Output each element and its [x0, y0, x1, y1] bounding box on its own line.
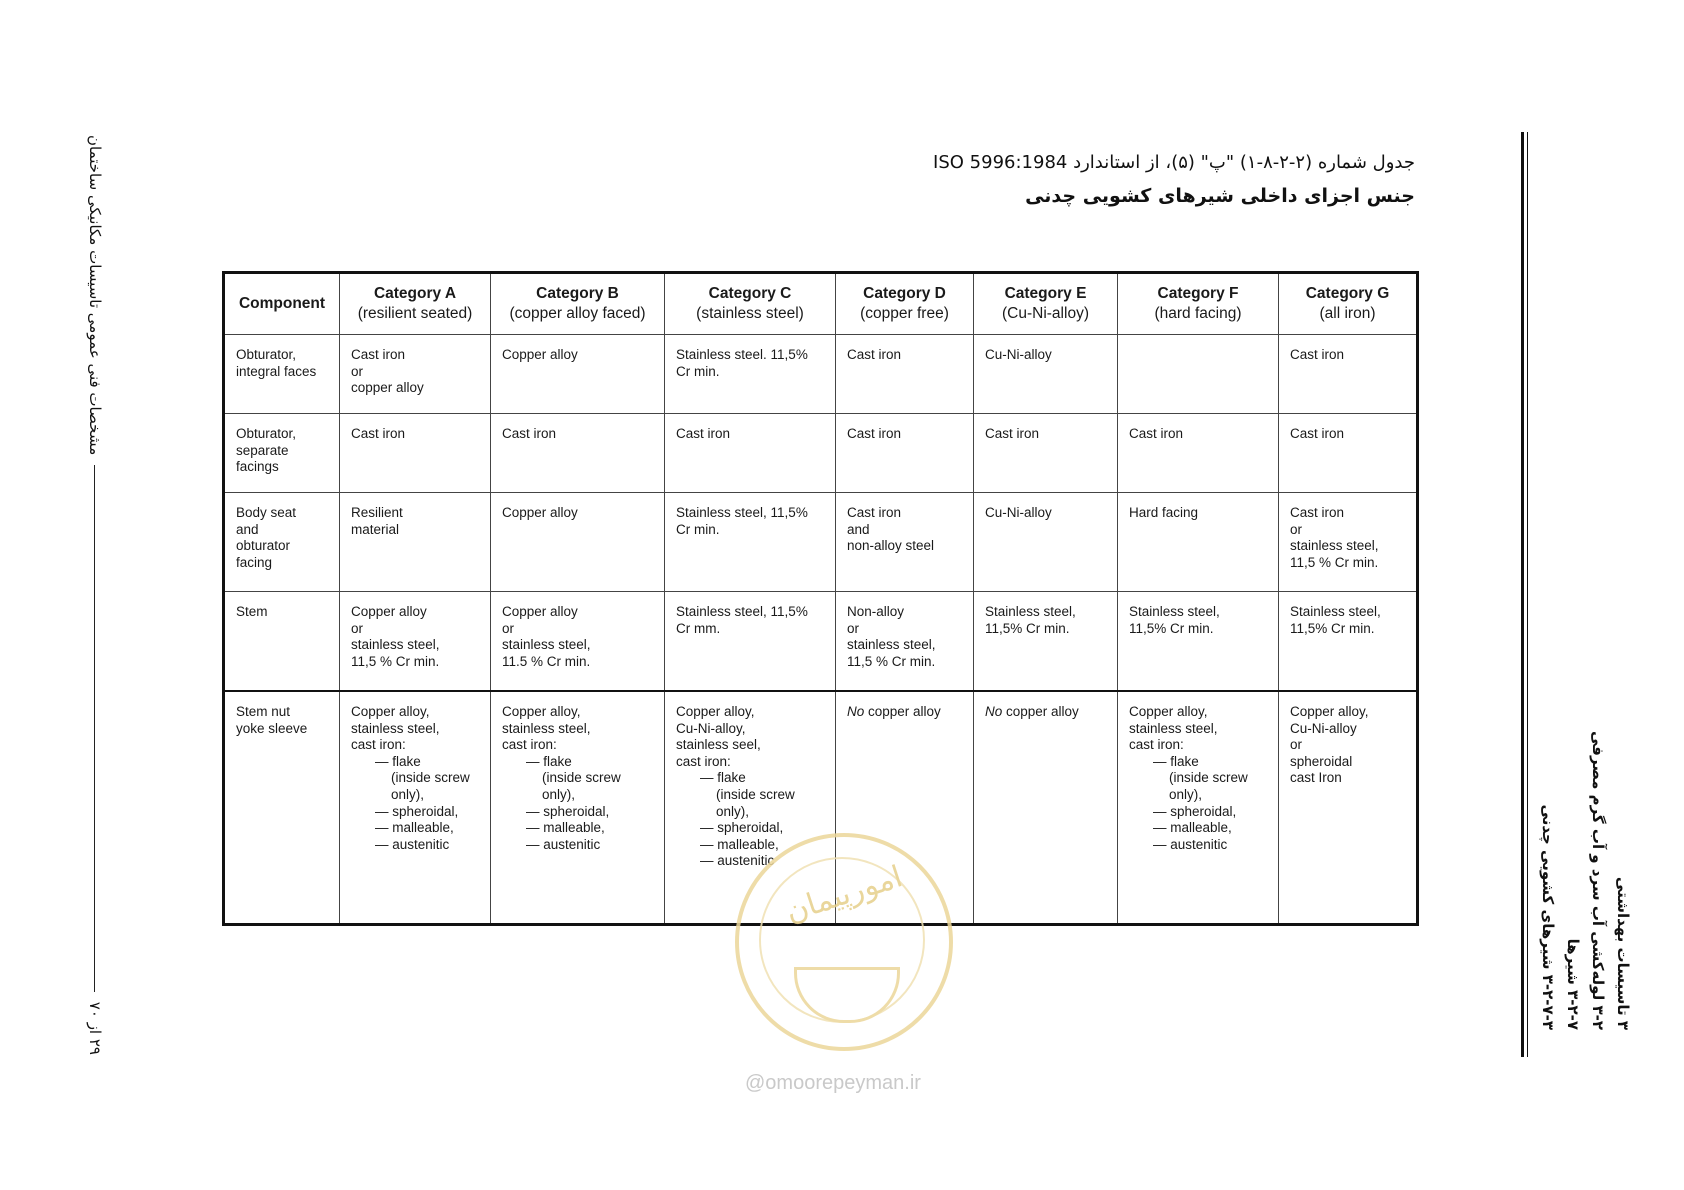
table-cell: Non-alloy or stainless steel, 11,5 % Cr min. — [836, 592, 974, 692]
table-cell: Stem — [224, 592, 340, 692]
table-caption-title: جنس اجزای داخلی شیرهای کشویی چدنی — [1025, 185, 1415, 207]
watermark-seal — [735, 833, 953, 1051]
header-category-e: Category E (Cu-Ni-alloy) — [974, 273, 1118, 335]
section-header-line-4: ۳-۲-۷-۳ شیرهای کشویی چدنی — [1539, 804, 1557, 1030]
table-cell: Copper alloy, Cu-Ni-alloy or spheroidal cast Iron — [1279, 691, 1418, 925]
table-cell: Copper alloy — [491, 335, 665, 414]
table-cell: Cu-Ni-alloy — [974, 493, 1118, 592]
header-category-g: Category G (all iron) — [1279, 273, 1418, 335]
table-cell: Cast iron — [974, 414, 1118, 493]
table-cell: Cast iron — [340, 414, 491, 493]
left-margin-footer — [80, 135, 110, 1055]
table-cell: Cast iron — [1118, 414, 1279, 493]
table-cell: Cast iron — [1279, 335, 1418, 414]
document-title: مشخصات فنی عمومی تاسیسات مکانیکی ساختمان — [86, 135, 104, 456]
table-cell: Cast iron — [836, 414, 974, 493]
table-cell: Cast iron or copper alloy — [340, 335, 491, 414]
materials-table — [222, 271, 1419, 926]
table-cell: Copper alloy or stainless steel, 11,5 % Cr min. — [340, 592, 491, 692]
table-cell: Cast iron and non-alloy steel — [836, 493, 974, 592]
right-margin-rule — [1521, 132, 1524, 1057]
table-cell: Cast iron — [665, 414, 836, 493]
watermark-url: @omoorepeyman.ir — [745, 1072, 921, 1094]
section-header-line-3: ۳-۲-۷ شیرها — [1564, 938, 1582, 1030]
section-header-line-1: ۳ تاسیسات بهداشتی — [1614, 876, 1632, 1030]
table-cell: Stem nut yoke sleeve — [224, 691, 340, 925]
table-cell: No copper alloy — [836, 691, 974, 925]
table-cell: Stainless steel, 11,5% Cr min. — [665, 493, 836, 592]
table-cell: Obturator, separate facings — [224, 414, 340, 493]
right-margin-rule-thin — [1527, 132, 1528, 1057]
table-row — [224, 335, 1418, 414]
table-cell: Copper alloy, stainless steel, cast iron: — flake (inside screw only), — spheroidal, — malleable, — austenitic — [1118, 691, 1279, 925]
table-header-row — [224, 273, 1418, 335]
table-cell: Copper alloy, stainless steel, cast iron: — flake (inside screw only), — spheroidal, — malleable, — austenitic — [491, 691, 665, 925]
header-component: Component — [224, 273, 340, 335]
table-cell: Hard facing — [1118, 493, 1279, 592]
section-header-line-2: ۳-۲ لوله‌کشی آب سرد و آب گرم مصرفی — [1589, 730, 1607, 1030]
table-cell: Stainless steel, 11,5% Cr min. — [974, 592, 1118, 692]
table-cell: Stainless steel, 11,5% Cr mm. — [665, 592, 836, 692]
table-cell: Resilient material — [340, 493, 491, 592]
table-row — [224, 414, 1418, 493]
table-cell: Copper alloy, stainless steel, cast iron: — flake (inside screw only), — spheroidal, — malleable, — austenitic — [340, 691, 491, 925]
header-category-a: Category A (resilient seated) — [340, 273, 491, 335]
table-cell: Cu-Ni-alloy — [974, 335, 1118, 414]
table-cell: Cast iron or stainless steel, 11,5 % Cr min. — [1279, 493, 1418, 592]
table-cell: No copper alloy — [974, 691, 1118, 925]
table-cell: Cast iron — [1279, 414, 1418, 493]
section-header — [1535, 730, 1635, 1030]
table-cell: Copper alloy, Cu-Ni-alloy, stainless seel, cast iron: — flake (inside screw only), — spheroidal, — malleable, — austenitic — [665, 691, 836, 925]
table-cell — [1118, 335, 1279, 414]
table-cell: Obturator, integral faces — [224, 335, 340, 414]
header-category-b: Category B (copper alloy faced) — [491, 273, 665, 335]
header-category-c: Category C (stainless steel) — [665, 273, 836, 335]
table-cell: Cast iron — [491, 414, 665, 493]
table-caption-reference: جدول شماره (۲-۲-۸-۱) "پ" (۵)، از استاندارد ISO 5996:1984 — [933, 152, 1415, 173]
table-cell: Cast iron — [836, 335, 974, 414]
table-cell: Copper alloy — [491, 493, 665, 592]
table-cell: Stainless steel. 11,5% Cr min. — [665, 335, 836, 414]
table-cell: Copper alloy or stainless steel, 11.5 % Cr min. — [491, 592, 665, 692]
header-category-d: Category D (copper free) — [836, 273, 974, 335]
table-row — [224, 592, 1418, 692]
watermark-seal-text: امورپیمان — [781, 859, 907, 930]
table-cell: Body seat and obturator facing — [224, 493, 340, 592]
margin-divider — [95, 465, 96, 992]
table-caption — [715, 152, 1415, 207]
page-number: ۲۹ از ۷۰ — [86, 1001, 104, 1055]
table-cell: Stainless steel, 11,5% Cr min. — [1118, 592, 1279, 692]
table-row — [224, 493, 1418, 592]
header-category-f: Category F (hard facing) — [1118, 273, 1279, 335]
table-cell: Stainless steel, 11,5% Cr min. — [1279, 592, 1418, 692]
